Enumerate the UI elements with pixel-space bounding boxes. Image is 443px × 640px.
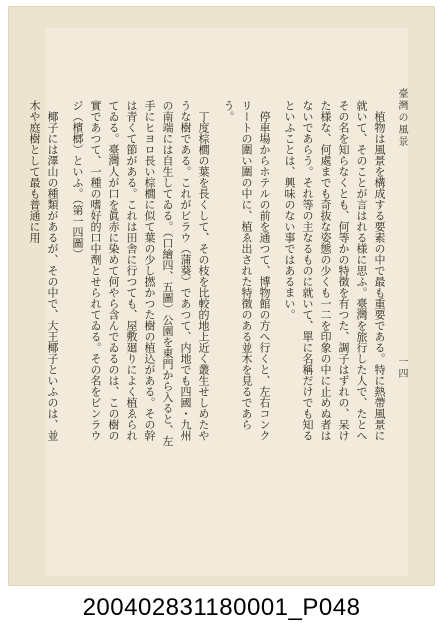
book-page bbox=[28, 28, 408, 576]
page-number: 一四 bbox=[396, 356, 407, 380]
paragraph: 椰子には澤山の種類があるが、その中で、大王椰子といふのは、並木や庭樹として最も普通に用 bbox=[28, 100, 59, 441]
paragraph: 丁度棕櫚の葉を長くして、その枝を比較的地上近く叢生せしめたやうな樹である。これがビラウ（蒲葵）であつて、内地でも四國・九州の南端には自生してゐる。（口繪四、五圖）公園を東門から入ると、左手にヒヨロ長い棕櫚に似て葉の少し撚かつた樹の植込がある。その幹は青くて節がある。これは田舎に行つても、屋敷廻りによく植ゑられてゐる。臺灣人が口を眞赤に染めて何やら含んでゐるのは、この樹の實であつて、一種の嗜好的口中劑とせられてゐる。その名をビンラウジ（檳榔）といふ。（第一四圖） bbox=[71, 100, 210, 447]
paragraph: 植物は風景を構成する要素の中で最も重要である。特に熱帶風景に就いて、そのことが言はれる様に思ふ。臺灣を旅行した人で、たとへその名を知らなくとも、何等かの特徴を有つた、調子はずれの、呆けた様な、何處までも奇抜な姿態の少くも一二を印象の中に止めぬ者はないであらう。それ等の主なるものに就いて、單に名稱だけでも知るといふことは、興味のない事ではあるまい。 bbox=[283, 100, 386, 441]
image-id-caption: 200402831180001_P048 bbox=[82, 594, 361, 621]
document-sheet bbox=[8, 6, 435, 586]
running-header: 臺灣の風景 bbox=[396, 88, 407, 148]
paragraph: 停車場からホテルの前を通つて、博物館の方へ行くと、左右コンクリートの圍い圍の中に、植ゑ出された特徴のある並木を見るであらう。 bbox=[222, 100, 271, 441]
body-text bbox=[28, 100, 388, 448]
